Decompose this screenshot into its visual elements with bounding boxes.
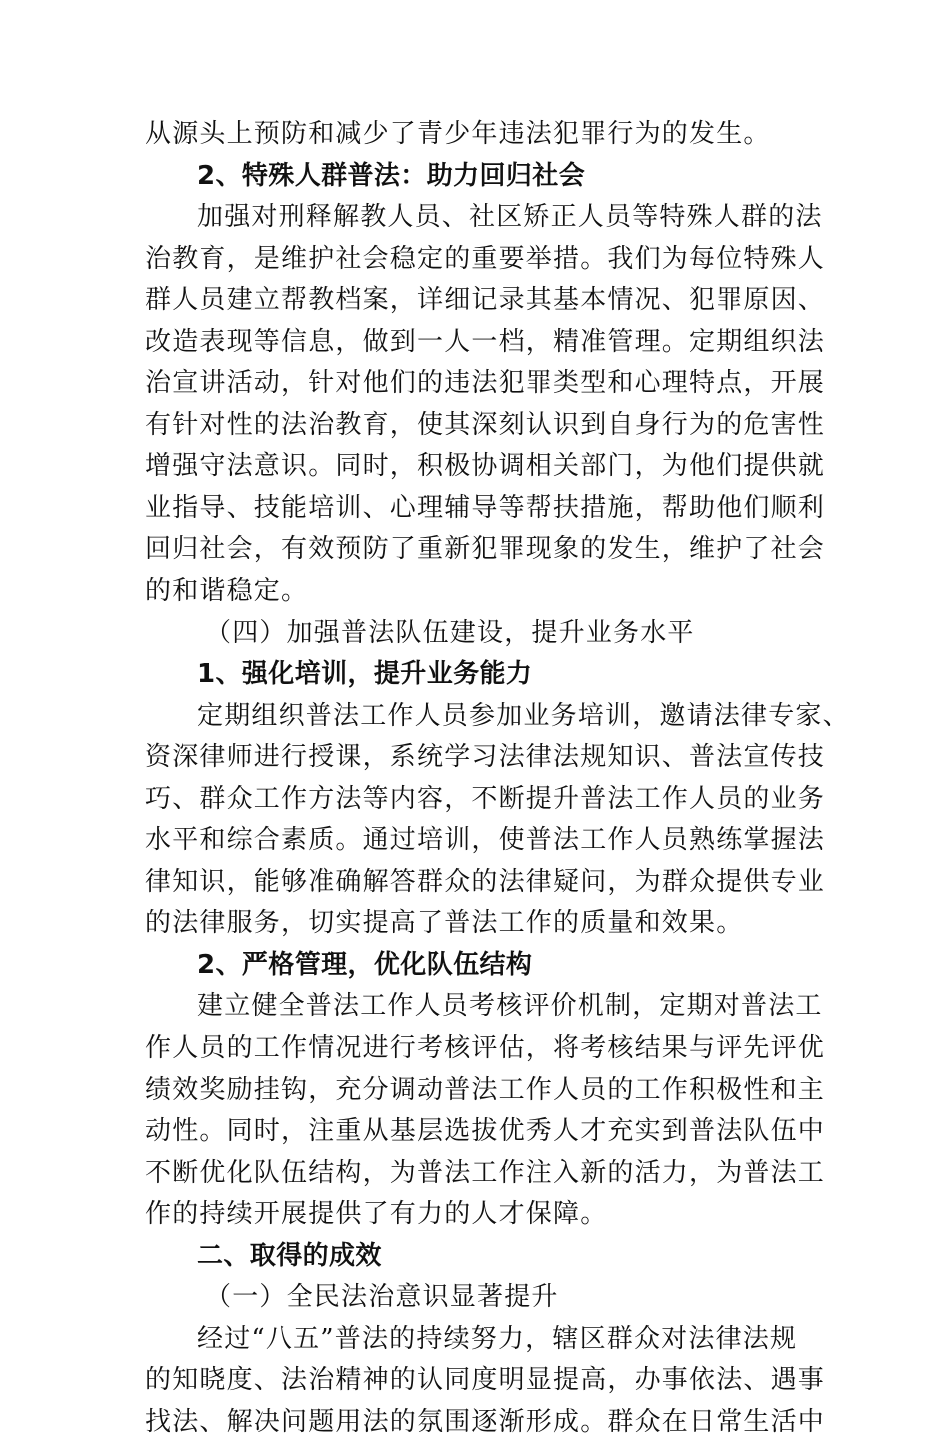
body-text-line: 从源头上预防和减少了青少年违法犯罪行为的发生。 — [145, 119, 771, 149]
paragraph-first-line: 经过“八五”普法的持续努力，辖区群众对法律法规 — [197, 1323, 798, 1354]
body-text-line: 的和谐稳定。 — [145, 576, 309, 607]
section-heading: 2、特殊人群普法：助力回归社会 — [197, 160, 586, 191]
body-text-line: 群人员建立帮教档案，详细记录其基本情况、犯罪原因、 — [145, 285, 826, 316]
body-text-line: 作人员的工作情况进行考核评估，将考核结果与评先评优 — [145, 1033, 826, 1064]
body-text-line: 不断优化队伍结构，为普法工作注入新的活力，为普法工 — [145, 1157, 826, 1188]
body-text-line: 治宣讲活动，针对他们的违法犯罪类型和心理特点，开展 — [145, 368, 826, 399]
body-text-line: 找法、解决问题用法的氛围逐渐形成。群众在日常生活中 — [145, 1406, 826, 1437]
paragraph-first-line: 建立健全普法工作人员考核评价机制，定期对普法工 — [197, 991, 823, 1022]
section-heading: 2、严格管理，优化队伍结构 — [197, 949, 533, 980]
body-text-line: 增强守法意识。同时，积极协调相关部门，为他们提供就 — [145, 451, 826, 482]
body-text-line: 改造表现等信息，做到一人一档，精准管理。定期组织法 — [145, 326, 826, 357]
body-text-line: 业指导、技能培训、心理辅导等帮扶措施，帮助他们顺利 — [145, 492, 826, 523]
body-text-line: 绩效奖励挂钩，充分调动普法工作人员的工作积极性和主 — [145, 1074, 826, 1105]
subsection-heading: （一）全民法治意识显著提升 — [205, 1282, 559, 1313]
body-text-line: 治教育，是维护社会稳定的重要举措。我们为每位特殊人 — [145, 243, 826, 274]
subsection-heading: （四）加强普法队伍建设，提升业务水平 — [205, 617, 695, 648]
document-page — [145, 114, 850, 1444]
body-text-line: 动性。同时，注重从基层选拔优秀人才充实到普法队伍中 — [145, 1116, 826, 1147]
paragraph-first-line: 加强对刑释解教人员、社区矫正人员等特殊人群的法 — [197, 202, 823, 233]
body-text-line: 的法律服务，切实提高了普法工作的质量和效果。 — [145, 908, 744, 939]
body-text-line: 律知识，能够准确解答群众的法律疑问，为群众提供专业 — [145, 866, 826, 897]
body-text-line: 资深律师进行授课，系统学习法律法规知识、普法宣传技 — [145, 742, 826, 773]
body-text-line: 有针对性的法治教育，使其深刻认识到自身行为的危害性 — [145, 409, 826, 440]
section-heading: 1、强化培训，提升业务能力 — [197, 659, 533, 690]
paragraph-first-line: 定期组织普法工作人员参加业务培训，邀请法律专家、 — [197, 700, 850, 731]
body-text-line: 的知晓度、法治精神的认同度明显提高，办事依法、遇事 — [145, 1365, 826, 1396]
body-text-line: 回归社会，有效预防了重新犯罪现象的发生，维护了社会 — [145, 534, 826, 565]
body-text-line: 作的持续开展提供了有力的人才保障。 — [145, 1199, 608, 1230]
body-text-line: 水平和综合素质。通过培训，使普法工作人员熟练掌握法 — [145, 825, 826, 856]
section-heading: 二、取得的成效 — [197, 1240, 382, 1271]
body-text-line: 巧、群众工作方法等内容，不断提升普法工作人员的业务 — [145, 783, 826, 814]
